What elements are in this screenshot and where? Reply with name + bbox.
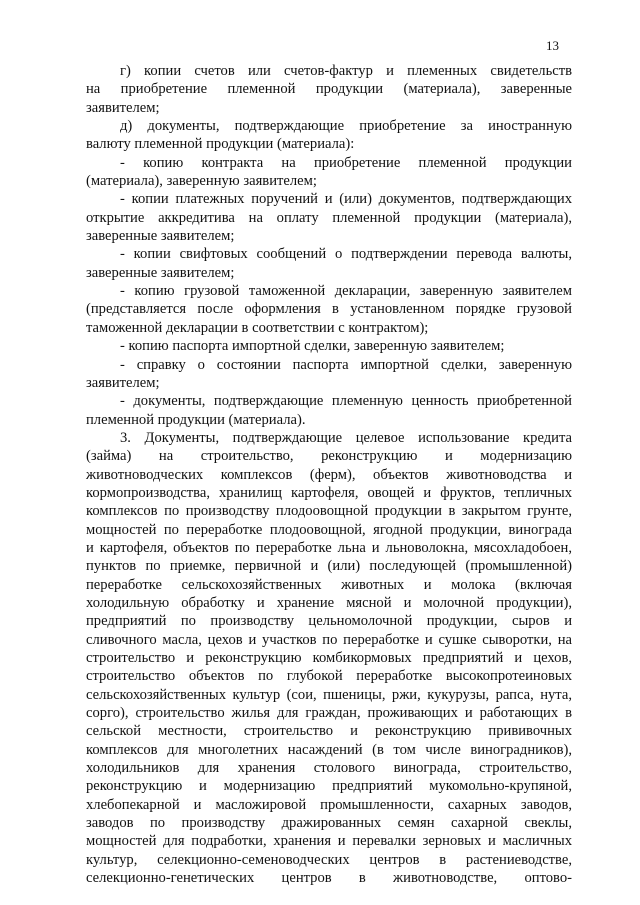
text-line: сельскохозяйственных культур (сои, пшеницы, ржи, кукурузы, рапса, нута, xyxy=(86,686,572,703)
text-line: заявителем; xyxy=(86,374,160,391)
text-line: - копию контракта на приобретение племенной продукции xyxy=(120,154,572,171)
text-line: селекционно-генетических центров в животноводстве, оптово- xyxy=(86,870,572,887)
text-line: культур, селекционно-семеноводческих центров в растениеводстве, xyxy=(86,851,572,868)
text-line: 3. Документы, подтверждающие целевое использование кредита xyxy=(120,429,572,446)
text-line: таможенной декларации в соответствии с контрактом); xyxy=(86,319,429,336)
text-line: животноводческих комплексов (ферм), объектов животноводства и xyxy=(86,466,572,483)
text-line: переработке сельскохозяйственных животных и молока (включая xyxy=(86,576,572,593)
text-line: заводов по производству дражированных семян сахарной свеклы, xyxy=(86,815,572,832)
text-line: - справку о состоянии паспорта импортной сделки, заверенную xyxy=(120,356,572,373)
text-line: и картофеля, объектов по переработке льна и льноволокна, мясохладобоен, xyxy=(86,539,572,556)
text-line: валюту племенной продукции (материала): xyxy=(86,136,355,153)
text-line: д) документы, подтверждающие приобретение за иностранную xyxy=(120,118,572,135)
text-line: кормопроизводства, хранилищ картофеля, овощей и фруктов, тепличных xyxy=(86,484,572,501)
text-line: предприятий по производству цельномолочной продукции, сыров и xyxy=(86,613,572,630)
text-line: (представляется после оформления в установленном порядке грузовой xyxy=(86,301,572,318)
text-line: строительство объектов по глубокой переработке высокопротеиновых xyxy=(86,668,572,685)
text-line: (займа) на строительство, реконструкцию и модернизацию xyxy=(86,448,572,465)
text-line: сорго), строительство жилья для граждан, проживающих и работающих в xyxy=(86,705,572,722)
text-line: заверенные заявителем; xyxy=(86,264,235,281)
document-body xyxy=(86,62,572,887)
text-line: - копию паспорта импортной сделки, заверенную заявителем; xyxy=(120,338,505,355)
text-line: г) копии счетов или счетов-фактур и племенных свидетельств xyxy=(120,63,572,79)
text-line: племенной продукции (материала). xyxy=(86,411,306,428)
text-line: мощностей по переработке плодоовощной, ягодной продукции, винограда xyxy=(86,521,572,538)
text-line: - копии платежных поручений и (или) документов, подтверждающих xyxy=(120,191,572,208)
page-number: 13 xyxy=(546,38,559,53)
text-line: холодильную обработку и хранение мясной и молочной продукции), xyxy=(86,594,572,611)
text-line: мощностей для подработки, хранения и перевалки зерновых и масличных xyxy=(86,833,572,850)
text-line: сельской местности, строительство и реконструкцию прививочных xyxy=(86,723,572,740)
text-line: - документы, подтверждающие племенную ценность приобретенной xyxy=(120,393,572,410)
text-line: - копию грузовой таможенной декларации, заверенную заявителем xyxy=(120,283,572,300)
text-line: (материала), заверенную заявителем; xyxy=(86,173,317,190)
text-line: сливочного масла, цехов и участков по переработке и сушке сыворотки, на xyxy=(86,631,572,648)
text-line: - копии свифтовых сообщений о подтверждении перевода валюты, xyxy=(120,246,572,263)
text-line: реконструкцию и модернизацию предприятий мукомольно-крупяной, xyxy=(86,778,572,795)
text-line: заявителем; xyxy=(86,99,160,116)
text-line: холодильников для хранения столового винограда, строительство, xyxy=(86,760,572,777)
text-line: хлебопекарной и масложировой промышленности, сахарных заводов, xyxy=(86,796,572,813)
text-line: пунктов по приемке, первичной и (или) последующей (промышленной) xyxy=(86,558,572,575)
text-line: комплексов по производству плодоовощной продукции в закрытом грунте, xyxy=(86,503,572,520)
text-line: на приобретение племенной продукции (материала), заверенные xyxy=(86,81,572,98)
text-line: открытие аккредитива на оплату племенной продукции (материала), xyxy=(86,209,572,226)
text-line: заверенные заявителем; xyxy=(86,228,235,245)
text-line: комплексов для многолетних насаждений (в том числе виноградников), xyxy=(86,741,572,758)
text-line: строительство и реконструкцию комбикормовых предприятий и цехов, xyxy=(86,650,572,666)
